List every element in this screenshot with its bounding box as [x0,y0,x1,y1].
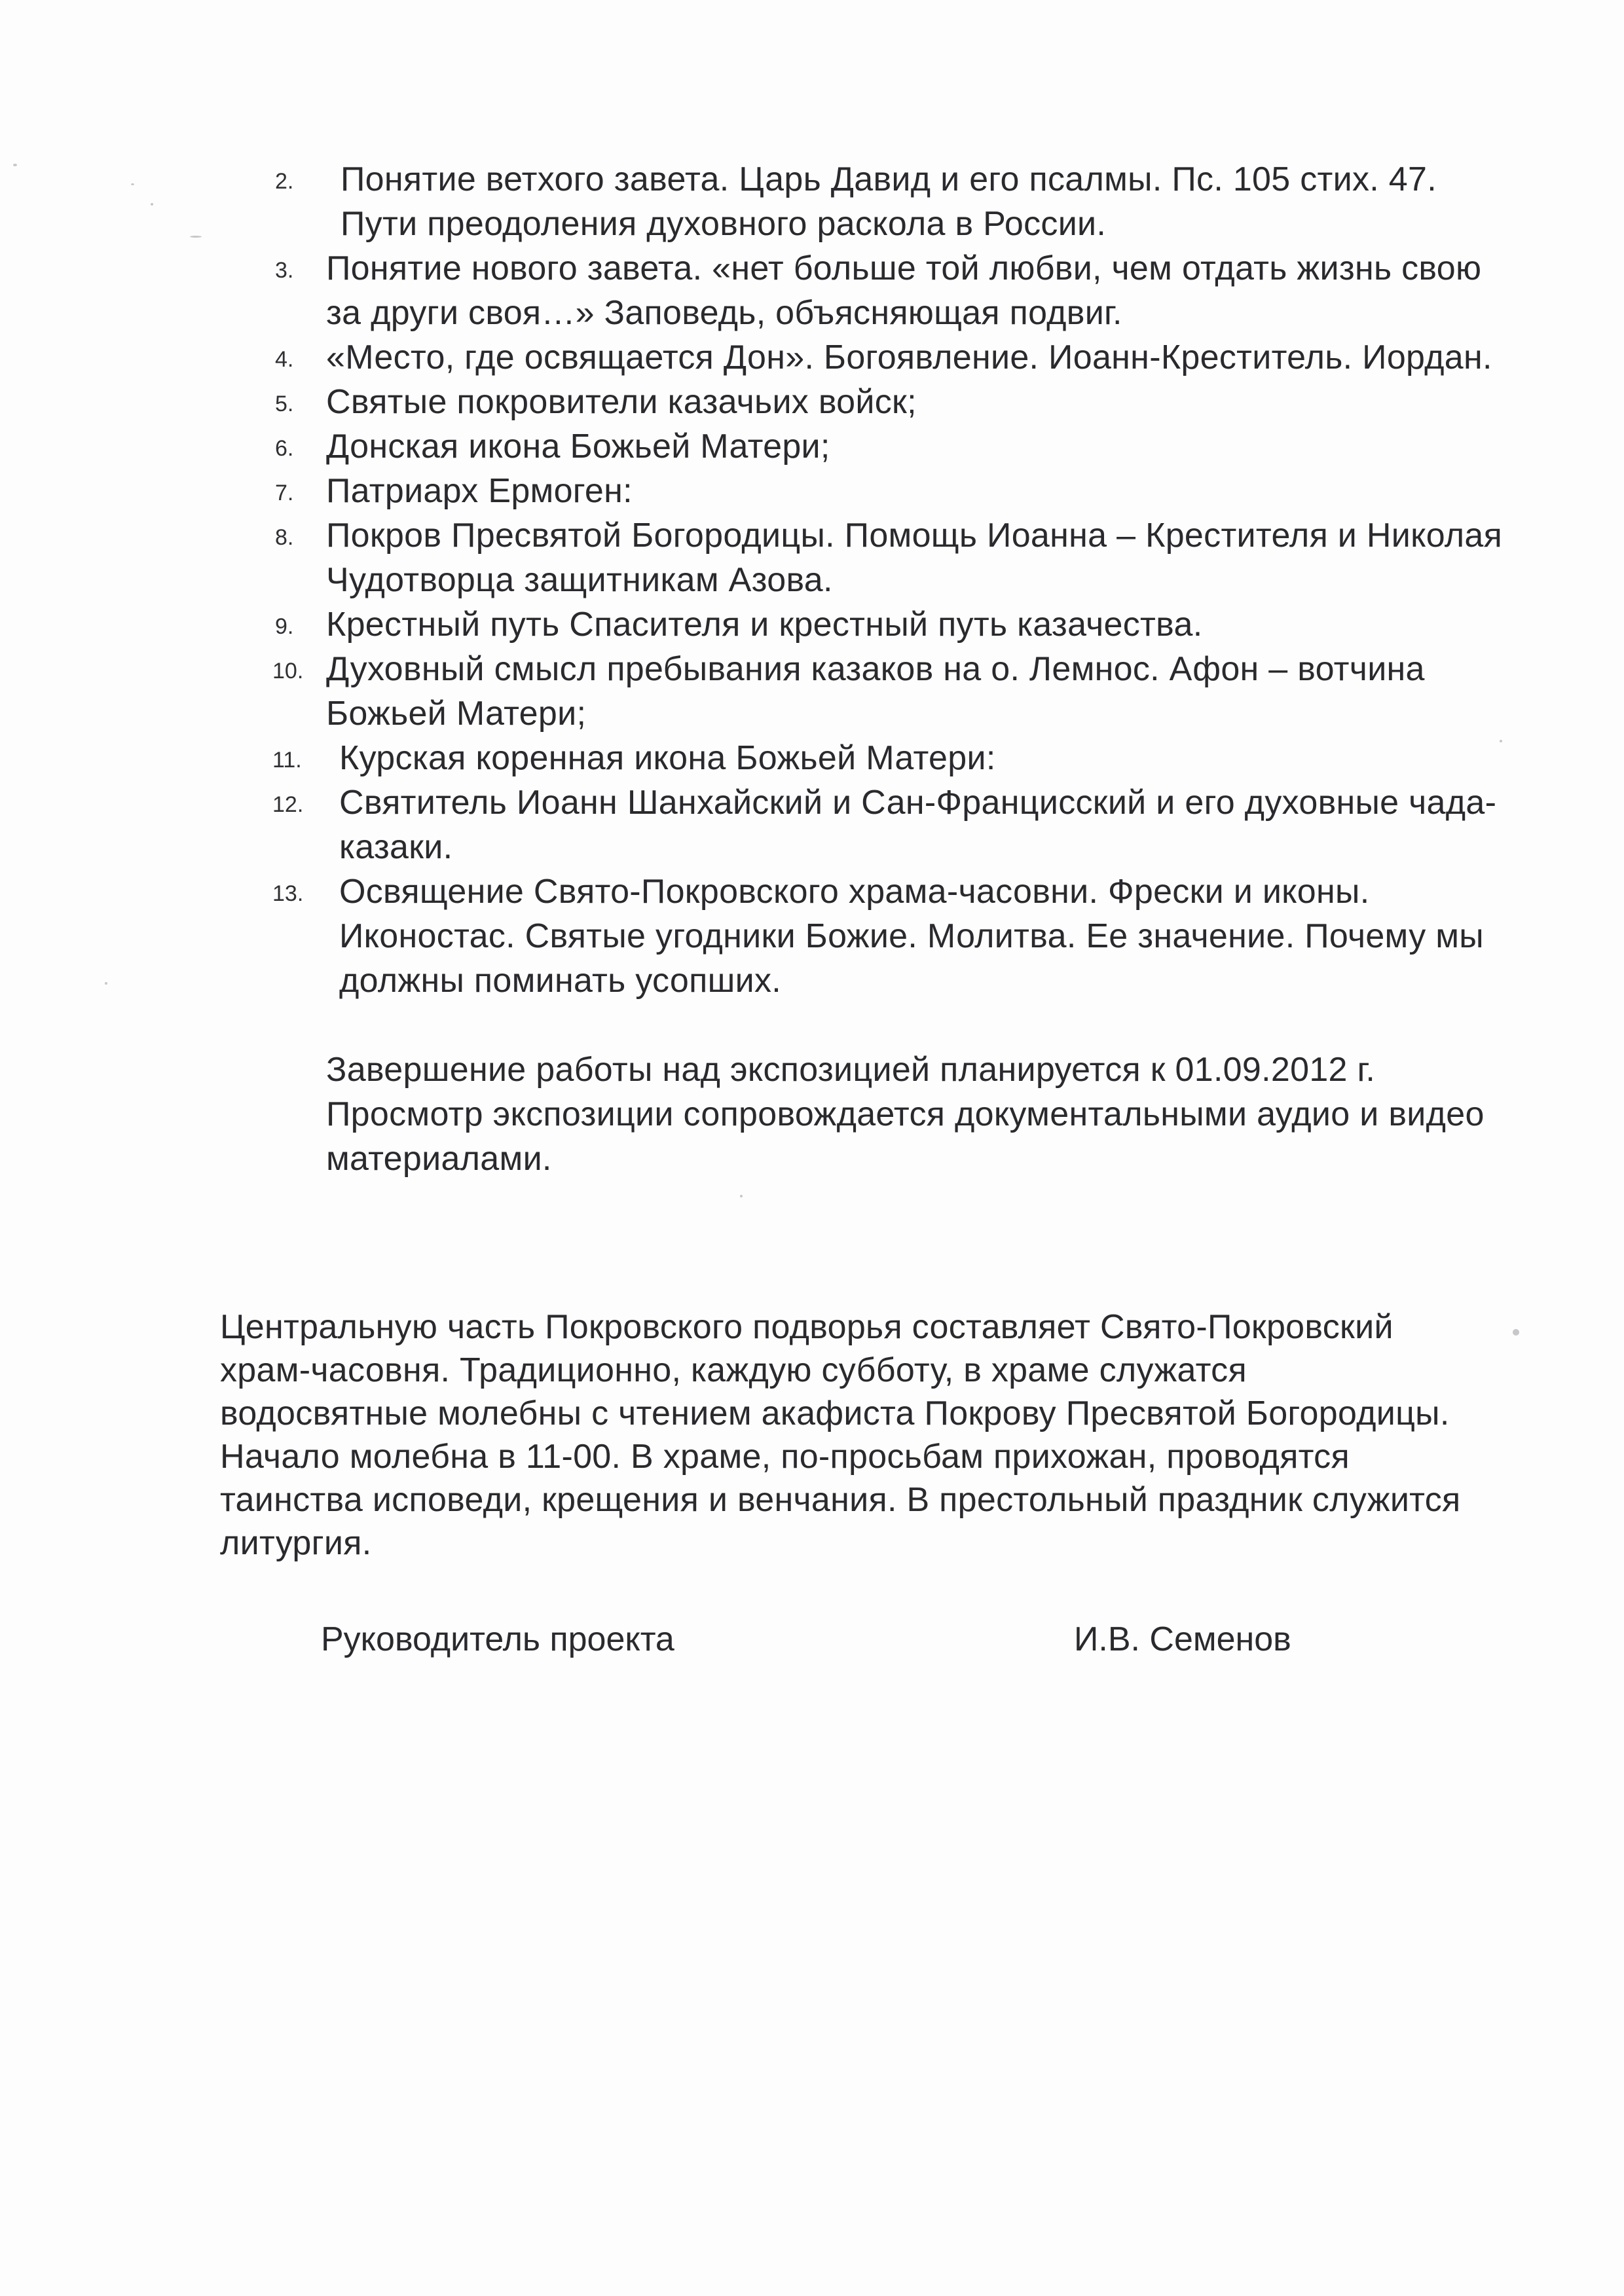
list-number: 2. [275,169,294,194]
list-item [275,246,1519,335]
scan-speck [151,203,153,206]
scan-speck [1513,1329,1519,1336]
list-text: Покров Пресвятой Богородицы. Помощь Иоанна – Крестителя и Николая Чудотворца защитникам Азова. [326,517,1503,599]
list-number: 12. [272,792,304,817]
list-text: Святые покровители казачьих войск; [326,383,917,421]
scan-speck [190,236,202,238]
list-text: Крестный путь Спасителя и крестный путь казачества. [326,606,1203,644]
list-item [275,469,1519,513]
list-item [272,869,1519,1003]
viewing-note: Просмотр экспозиции сопровождается документальными аудио и видео материалами. [326,1095,1485,1178]
list-text: Донская икона Божьей Матери; [326,428,830,465]
list-item [275,602,1519,647]
signature-name: И.В. Семенов [1074,1620,1291,1658]
signature-role: Руководитель проекта [321,1620,674,1658]
list-number: 3. [275,258,294,283]
list-text: Святитель Иоанн Шанхайский и Сан-Францисский и его духовные чада-казаки. [339,784,1497,866]
list-item [275,335,1519,380]
list-text: Курская коренная икона Божьей Матери: [339,739,996,777]
list-number: 10. [272,659,304,683]
list-number: 8. [275,525,294,550]
list-number: 13. [272,881,304,906]
topics-list [272,157,1519,1003]
scan-speck [740,1195,743,1197]
list-text: Патриарх Ермоген: [326,472,633,510]
list-text: Освящение Свято-Покровского храма-часовни. Фрески и иконы. Иконостас. Святые угодники Божие. Молитва. Ее значение. Почему мы должны поминать усопших. [339,873,1484,1000]
list-item [275,380,1519,424]
list-number: 4. [275,347,294,372]
scan-speck [131,183,134,185]
scan-speck [105,982,107,985]
notes-block [326,1048,1538,1181]
list-item [275,157,1519,246]
list-item [272,736,1519,780]
list-text: Понятие нового завета. «нет больше той любви, чем отдать жизнь свою за други своя…» Заповедь, объясняющая подвиг. [326,249,1482,332]
list-item [275,513,1519,602]
description-paragraph: Центральную часть Покровского подворья составляет Свято-Покровский храм-часовня. Традиционно, каждую субботу, в храме служатся водосвятные молебны с чтением акафиста Покрову Пресвятой Богородицы. Начало молебна в 11-00. В храме, по-просьбам прихожан, проводятся таинства исповеди, крещения и венчания. В престольный праздник служится литургия. [220,1308,1461,1562]
list-text: Понятие ветхого завета. Царь Давид и его псалмы. Пс. 105 стих. 47. Пути преодоления духовного раскола в России. [341,160,1437,243]
list-item [272,647,1519,736]
list-item [275,424,1519,469]
list-item [272,780,1519,869]
list-number: 11. [272,748,302,773]
list-text: Духовный смысл пребывания казаков на о. Лемнос. Афон – вотчина Божьей Матери; [326,650,1425,733]
completion-note: Завершение работы над экспозицией планируется к 01.09.2012 г. [326,1051,1376,1089]
list-number: 7. [275,481,294,505]
list-number: 6. [275,436,294,461]
list-number: 9. [275,614,294,639]
list-text: «Место, где освящается Дон». Богоявление. Иоанн-Креститель. Иордан. [326,338,1492,376]
scan-speck [13,164,17,166]
list-number: 5. [275,392,294,416]
